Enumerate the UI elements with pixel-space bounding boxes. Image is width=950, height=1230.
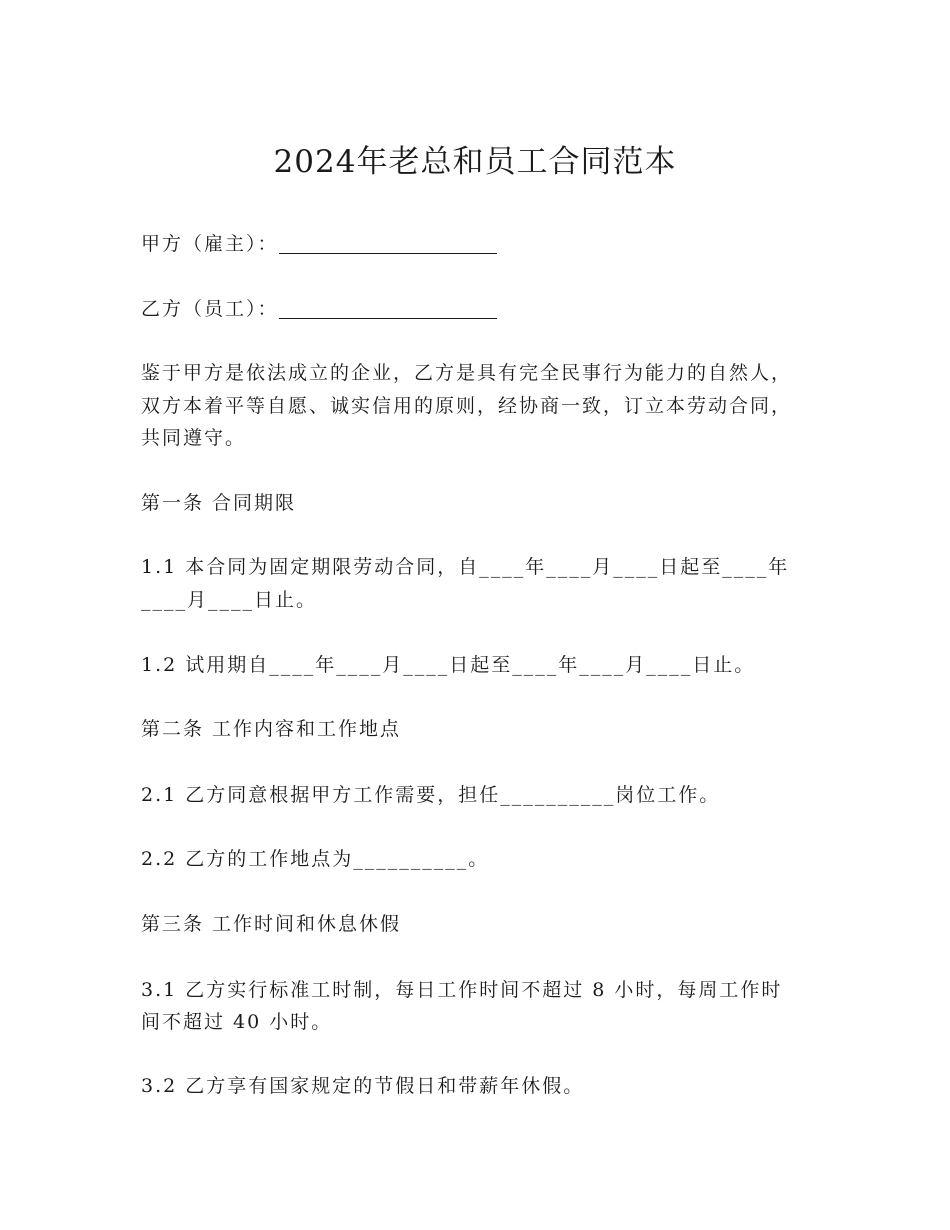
preamble-line-2: 双方本着平等自愿、诚实信用的原则，经协商一致，订立本劳动合同， xyxy=(141,395,793,417)
document-title: 2024年老总和员工合同范本 xyxy=(273,144,677,180)
preamble-line-1: 鉴于甲方是依法成立的企业，乙方是具有完全民事行为能力的自然人， xyxy=(141,362,793,384)
clause-3-1-line-2: 间不超过 40 小时。 xyxy=(141,1011,333,1033)
party-b-line xyxy=(141,293,841,325)
preamble-line-3: 共同遵守。 xyxy=(141,427,247,449)
clause-3-1-line-1: 3.1 乙方实行标准工时制，每日工作时间不超过 8 小时，每周工作时 xyxy=(141,979,783,1001)
clause-1-1-line-1: 1.1 本合同为固定期限劳动合同，自____年____月____日起至____年 xyxy=(141,556,790,578)
clause-2-1: 2.1 乙方同意根据甲方工作需要，担任__________岗位工作。 xyxy=(141,784,721,806)
party-a-blank xyxy=(279,231,497,254)
section-2-heading: 第二条 工作内容和工作地点 xyxy=(141,718,402,740)
party-a-label: 甲方（雇主）： xyxy=(141,233,279,255)
clause-3-2: 3.2 乙方享有国家规定的节假日和带薪年休假。 xyxy=(141,1075,585,1097)
clause-1-1-line-2: ____月____日止。 xyxy=(141,589,318,611)
party-b-label: 乙方（员工）： xyxy=(141,298,279,320)
party-b-blank xyxy=(279,296,497,319)
clause-2-2: 2.2 乙方的工作地点为__________。 xyxy=(141,848,490,870)
section-3-heading: 第三条 工作时间和休息休假 xyxy=(141,913,402,935)
clause-1-2: 1.2 试用期自____年____月____日起至____年____月____日止。 xyxy=(141,654,756,676)
party-a-line xyxy=(141,228,841,260)
section-1-heading: 第一条 合同期限 xyxy=(141,492,297,514)
